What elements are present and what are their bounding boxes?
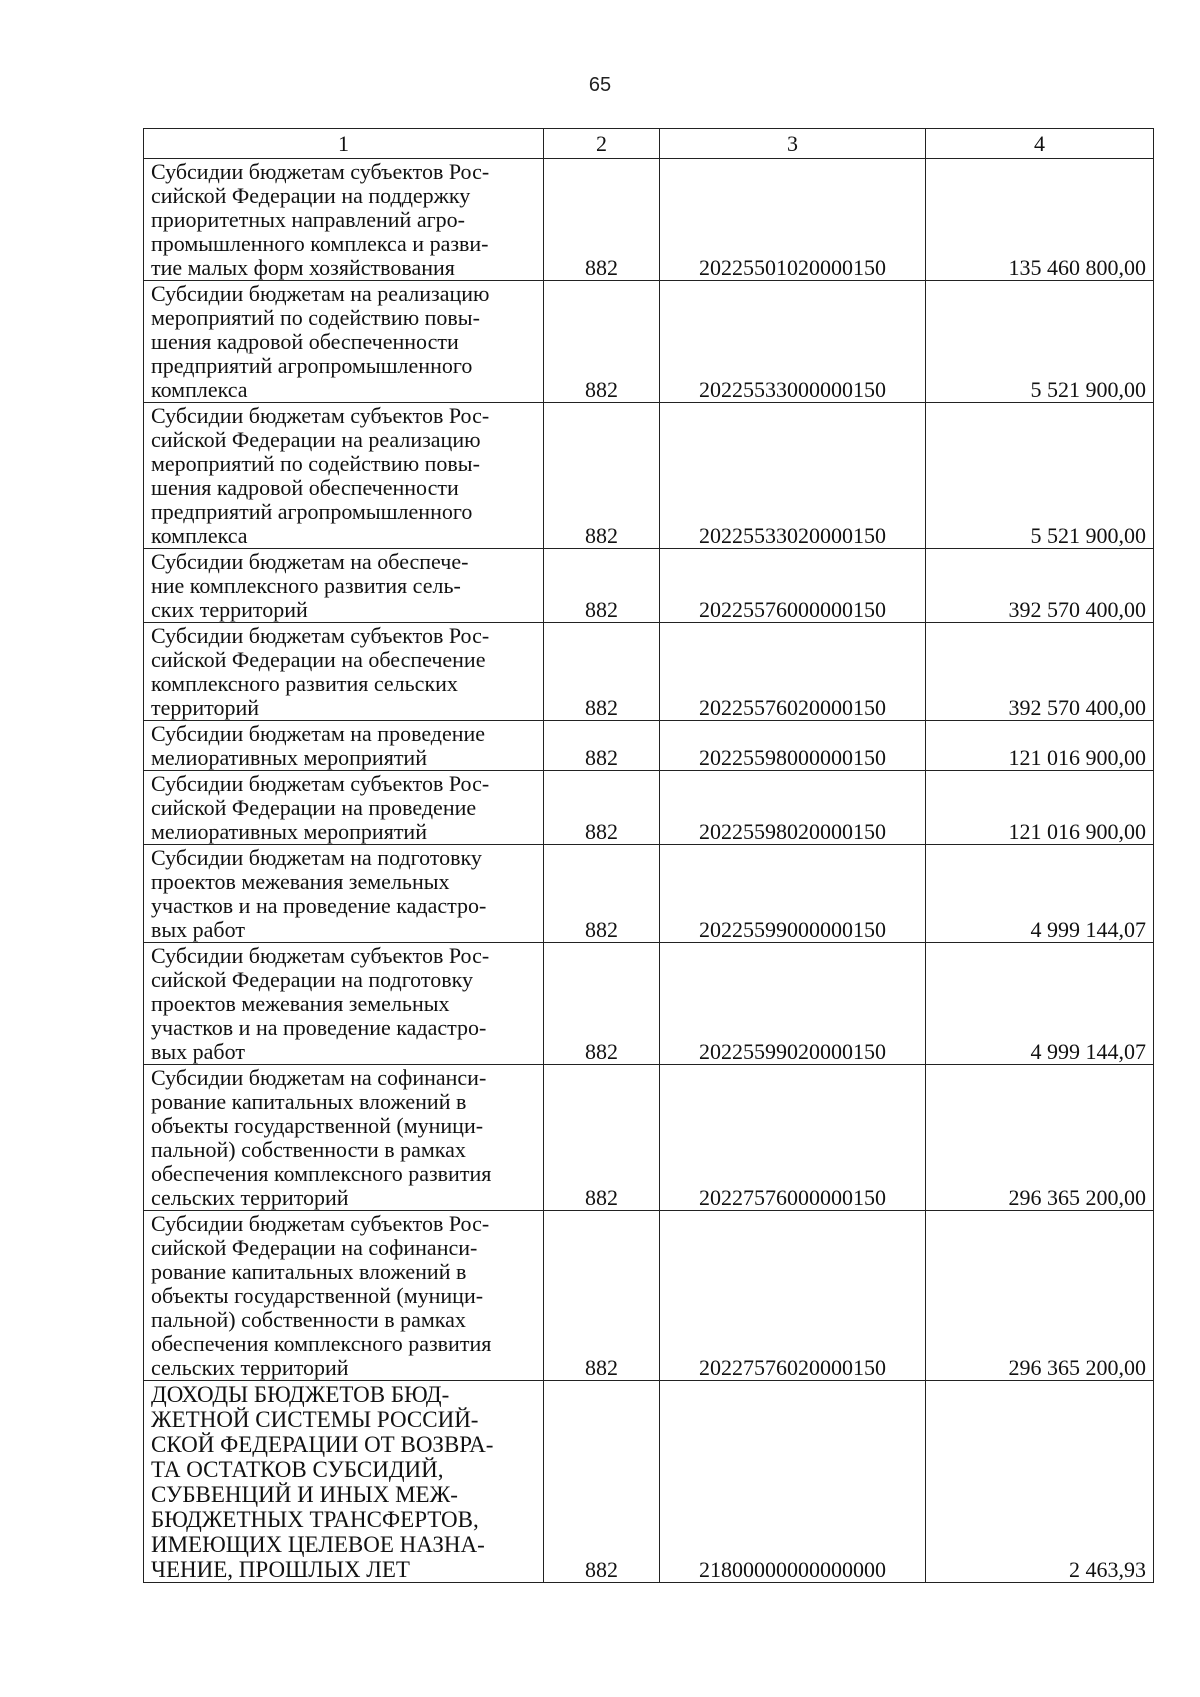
- table-row: [144, 1381, 1154, 1583]
- row-budget-code-cell: 20225576000000150: [660, 549, 926, 623]
- row-amount-cell: 392 570 400,00: [926, 623, 1154, 721]
- budget-revenue-table: [143, 128, 1154, 1583]
- row-budget-code-cell: 20225533000000150: [660, 281, 926, 403]
- column-header-name: 1: [144, 129, 544, 159]
- row-admin-code-cell: 882: [544, 1211, 660, 1381]
- row-budget-code-cell: 21800000000000000: [660, 1381, 926, 1583]
- table-row: [144, 1065, 1154, 1211]
- row-admin-code-cell: 882: [544, 1381, 660, 1583]
- row-budget-code-cell: 20225576020000150: [660, 623, 926, 721]
- row-name-cell: Субсидии бюджетам на проведение мелиоративных мероприятий: [144, 721, 544, 771]
- table-row: [144, 721, 1154, 771]
- row-name-cell: ДОХОДЫ БЮДЖЕТОВ БЮД- ЖЕТНОЙ СИСТЕМЫ РОССИЙ- СКОЙ ФЕДЕРАЦИИ ОТ ВОЗВРА- ТА ОСТАТКОВ СУБСИДИЙ, СУБВЕНЦИЙ И ИНЫХ МЕЖ- БЮДЖЕТНЫХ ТРАНСФЕРТОВ, ИМЕЮЩИХ ЦЕЛЕВОЕ НАЗНА- ЧЕНИЕ, ПРОШЛЫХ ЛЕТ: [144, 1381, 544, 1583]
- row-budget-code-cell: 20225598020000150: [660, 771, 926, 845]
- table-row: [144, 1211, 1154, 1381]
- row-amount-cell: 296 365 200,00: [926, 1211, 1154, 1381]
- row-amount-cell: 2 463,93: [926, 1381, 1154, 1583]
- table-body: [144, 159, 1154, 1583]
- table-row: [144, 943, 1154, 1065]
- column-header-admin: 2: [544, 129, 660, 159]
- table-row: [144, 845, 1154, 943]
- row-budget-code-cell: 20225599000000150: [660, 845, 926, 943]
- row-name-cell: Субсидии бюджетам субъектов Рос- сийской Федерации на проведение мелиоративных мероприятий: [144, 771, 544, 845]
- row-name-cell: Субсидии бюджетам субъектов Рос- сийской Федерации на реализацию мероприятий по содействию повы- шения кадровой обеспеченности предприятий агропромышленного комплекса: [144, 403, 544, 549]
- table-row: [144, 549, 1154, 623]
- row-name-cell: Субсидии бюджетам субъектов Рос- сийской Федерации на обеспечение комплексного развития сельских территорий: [144, 623, 544, 721]
- row-budget-code-cell: 20225598000000150: [660, 721, 926, 771]
- row-admin-code-cell: 882: [544, 721, 660, 771]
- row-name-cell: Субсидии бюджетам на обеспече- ние комплексного развития сель- ских территорий: [144, 549, 544, 623]
- row-name-cell: Субсидии бюджетам на подготовку проектов межевания земельных участков и на проведение кадастро- вых работ: [144, 845, 544, 943]
- row-amount-cell: 5 521 900,00: [926, 403, 1154, 549]
- row-budget-code-cell: 20227576000000150: [660, 1065, 926, 1211]
- row-name-cell: Субсидии бюджетам субъектов Рос- сийской Федерации на подготовку проектов межевания земельных участков и на проведение кадастро- вых работ: [144, 943, 544, 1065]
- column-header-amount: 4: [926, 129, 1154, 159]
- table-row: [144, 771, 1154, 845]
- row-admin-code-cell: 882: [544, 623, 660, 721]
- row-admin-code-cell: 882: [544, 281, 660, 403]
- table-row: [144, 623, 1154, 721]
- table-row: [144, 403, 1154, 549]
- table-row: [144, 159, 1154, 281]
- row-amount-cell: 4 999 144,07: [926, 943, 1154, 1065]
- row-admin-code-cell: 882: [544, 845, 660, 943]
- row-admin-code-cell: 882: [544, 771, 660, 845]
- row-budget-code-cell: 20225599020000150: [660, 943, 926, 1065]
- row-amount-cell: 5 521 900,00: [926, 281, 1154, 403]
- row-amount-cell: 121 016 900,00: [926, 771, 1154, 845]
- row-admin-code-cell: 882: [544, 1065, 660, 1211]
- row-name-cell: Субсидии бюджетам на реализацию мероприятий по содействию повы- шения кадровой обеспеченности предприятий агропромышленного комплекса: [144, 281, 544, 403]
- column-header-code: 3: [660, 129, 926, 159]
- row-budget-code-cell: 20227576020000150: [660, 1211, 926, 1381]
- row-budget-code-cell: 20225533020000150: [660, 403, 926, 549]
- row-amount-cell: 296 365 200,00: [926, 1065, 1154, 1211]
- row-admin-code-cell: 882: [544, 943, 660, 1065]
- page-number: 65: [588, 74, 612, 96]
- row-amount-cell: 4 999 144,07: [926, 845, 1154, 943]
- row-admin-code-cell: 882: [544, 159, 660, 281]
- row-admin-code-cell: 882: [544, 549, 660, 623]
- row-admin-code-cell: 882: [544, 403, 660, 549]
- table-header-row: [144, 129, 1154, 159]
- table-row: [144, 281, 1154, 403]
- row-name-cell: Субсидии бюджетам на софинанси- рование капитальных вложений в объекты государственной (муници- пальной) собственности в рамках обеспечения комплексного развития сельских территорий: [144, 1065, 544, 1211]
- row-amount-cell: 392 570 400,00: [926, 549, 1154, 623]
- row-budget-code-cell: 20225501020000150: [660, 159, 926, 281]
- row-amount-cell: 121 016 900,00: [926, 721, 1154, 771]
- row-amount-cell: 135 460 800,00: [926, 159, 1154, 281]
- row-name-cell: Субсидии бюджетам субъектов Рос- сийской Федерации на софинанси- рование капитальных вложений в объекты государственной (муници- пальной) собственности в рамках обеспечения комплексного развития сельских территорий: [144, 1211, 544, 1381]
- row-name-cell: Субсидии бюджетам субъектов Рос- сийской Федерации на поддержку приоритетных направлений агро- промышленного комплекса и разви- тие малых форм хозяйствования: [144, 159, 544, 281]
